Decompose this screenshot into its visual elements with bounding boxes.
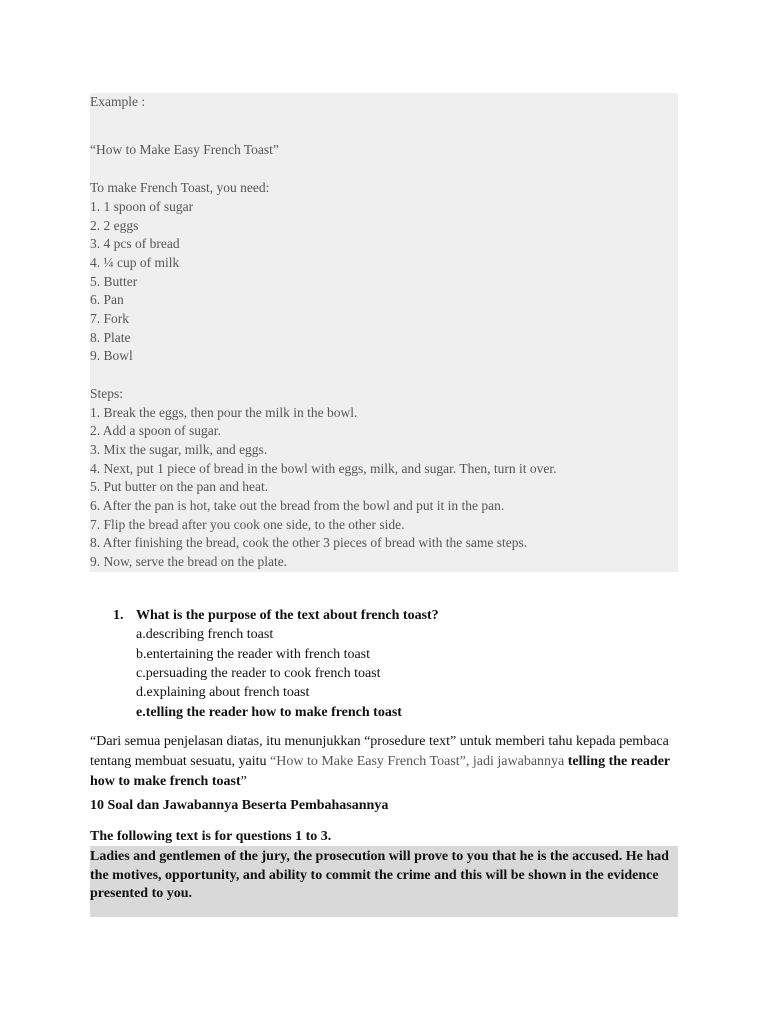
explanation-close-quote: ” [240, 774, 247, 789]
question-number: 1. [113, 608, 124, 623]
step-item: 3. Mix the sugar, milk, and eggs. [90, 442, 268, 457]
example-box [90, 93, 678, 572]
step-item: 5. Put butter on the pan and heat. [90, 479, 269, 494]
example-label: Example : [90, 94, 146, 109]
explanation-text: “Dari semua penjelasan diatas, itu menunjukkan “prosedure text” untuk memberi tahu kepada pembaca tentang membuat sesuatu, yaitu [90, 734, 669, 769]
explanation-paragraph [90, 732, 680, 792]
answer-option-d: d.explaining about french toast [136, 685, 310, 700]
ingredient-item: 5. Butter [90, 274, 138, 289]
step-item: 1. Break the eggs, then pour the milk in the bowl. [90, 405, 358, 420]
ingredient-item: 6. Pan [90, 292, 124, 307]
answer-option-b: b.entertaining the reader with french toast [136, 646, 371, 662]
answer-option-c: c.persuading the reader to cook french toast [136, 666, 381, 681]
explanation-answer: telling the reader how to make french toast [90, 754, 670, 789]
explanation-quote: “How to Make Easy French Toast”, jadi jawabannya [270, 754, 568, 769]
ingredients-intro: To make French Toast, you need: [90, 180, 270, 195]
ingredient-item: 7. Fork [90, 311, 130, 326]
passage-intro: The following text is for questions 1 to 3. [90, 829, 332, 844]
question-text: What is the purpose of the text about french toast? [136, 608, 439, 623]
answer-option-e-correct: e.telling the reader how to make french toast [136, 704, 402, 720]
passage-box [90, 846, 678, 917]
ingredient-item: 2. 2 eggs [90, 218, 139, 233]
ingredient-item: 8. Plate [90, 330, 131, 345]
step-item: 9. Now, serve the bread on the plate. [90, 554, 288, 569]
step-item: 6. After the pan is hot, take out the bread from the bowl and put it in the pan. [90, 498, 505, 513]
steps-label: Steps: [90, 386, 124, 401]
step-item: 4. Next, put 1 piece of bread in the bowl with eggs, milk, and sugar. Then, turn it over. [90, 461, 557, 476]
step-item: 8. After finishing the bread, cook the other 3 pieces of bread with the same steps. [90, 535, 528, 550]
step-item: 2. Add a spoon of sugar. [90, 423, 221, 438]
passage-text: Ladies and gentlemen of the jury, the prosecution will prove to you that he is the accused. He had the motives, opportunity, and ability to commit the crime and this will be shown in the evidence presented to you. [90, 849, 669, 901]
ingredient-item: 1. 1 spoon of sugar [90, 199, 194, 214]
answer-option-a: a.describing french toast [136, 627, 274, 642]
example-title: “How to Make Easy French Toast” [90, 142, 279, 157]
step-item: 7. Flip the bread after you cook one side, to the other side. [90, 517, 405, 532]
ingredient-item: 9. Bowl [90, 348, 133, 363]
ingredient-item: 3. 4 pcs of bread [90, 236, 180, 251]
ingredient-item: 4. ¼ cup of milk [90, 255, 180, 270]
section-heading: 10 Soal dan Jawabannya Beserta Pembahasannya [90, 798, 389, 813]
